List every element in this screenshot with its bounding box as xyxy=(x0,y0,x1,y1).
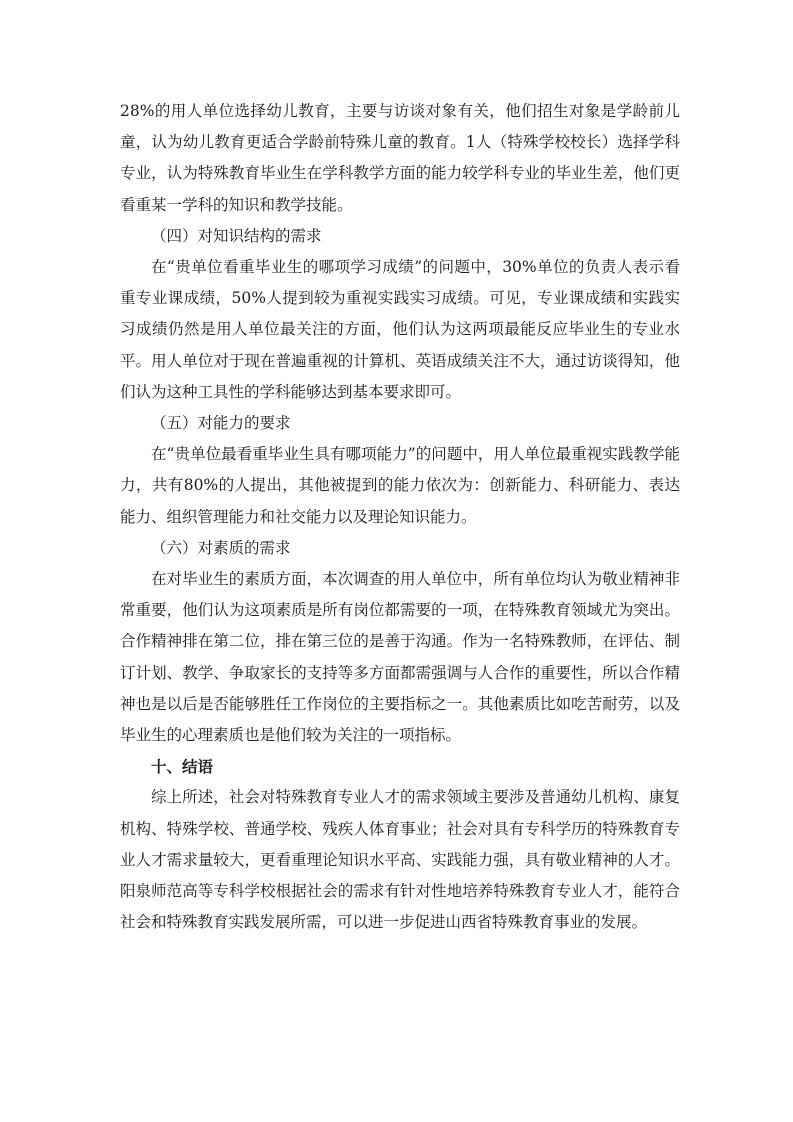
subheading-ability: （五）对能力的要求 xyxy=(151,414,291,433)
document-body xyxy=(120,96,680,938)
paragraph-continuation: 28%的用人单位选择幼儿教育，主要与访谈对象有关，他们招生对象是学龄前儿童，认为幼儿教育更适合学龄前特殊儿童的教育。1人（特殊学校校长）选择学科专业，认为特殊教育毕业生在学科教学方面的能力较学科专业的毕业生差，他们更看重某一学科的知识和教学技能。 xyxy=(120,102,680,214)
subheading-quality: （六）对素质的需求 xyxy=(151,538,291,557)
paragraph-ability: 在“贵单位最看重毕业生具有哪项能力”的问题中，用人单位最重视实践教学能力，共有80%的人提出，其他被提到的能力依次为：创新能力、科研能力、表达能力、组织管理能力和社交能力以及理论知识能力。 xyxy=(120,445,680,526)
section-heading-conclusion: 十、结语 xyxy=(151,757,214,777)
subheading-knowledge-structure: （四）对知识结构的需求 xyxy=(151,226,322,245)
paragraph-conclusion: 综上所述，社会对特殊教育专业人才的需求领域主要涉及普通幼儿机构、康复机构、特殊学校、普通学校、残疾人体育事业；社会对具有专科学历的特殊教育专业人才需求量较大，更看重理论知识水平高、实践能力强，具有敬业精神的人才。阳泉师范高等专科学校根据社会的需求有针对性地培养特殊教育专业人才，能符合社会和特殊教育实践发展所需，可以进一步促进山西省特殊教育事业的发展。 xyxy=(120,788,680,932)
paragraph-knowledge-structure: 在“贵单位看重毕业生的哪项学习成绩”的问题中，30%单位的负责人表示看重专业课成绩，50%人提到较为重视实践实习成绩。可见，专业课成绩和实践实习成绩仍然是用人单位最关注的方面，他们认为这两项最能反应毕业生的专业水平。用人单位对于现在普遍重视的计算机、英语成绩关注不大，通过访谈得知，他们认为这种工具性的学科能够达到基本要求即可。 xyxy=(120,258,680,401)
paragraph-quality: 在对毕业生的素质方面，本次调查的用人单位中，所有单位均认为敬业精神非常重要，他们认为这项素质是所有岗位都需要的一项，在特殊教育领域尤为突出。合作精神排在第二位，排在第三位的是善于沟通。作为一名特殊教师，在评估、制订计划、教学、争取家长的支持等多方面都需强调与人合作的重要性，所以合作精神也是以后是否能够胜任工作岗位的主要指标之一。其他素质比如吃苦耐劳，以及毕业生的心理素质也是他们较为关注的一项指标。 xyxy=(120,570,680,745)
